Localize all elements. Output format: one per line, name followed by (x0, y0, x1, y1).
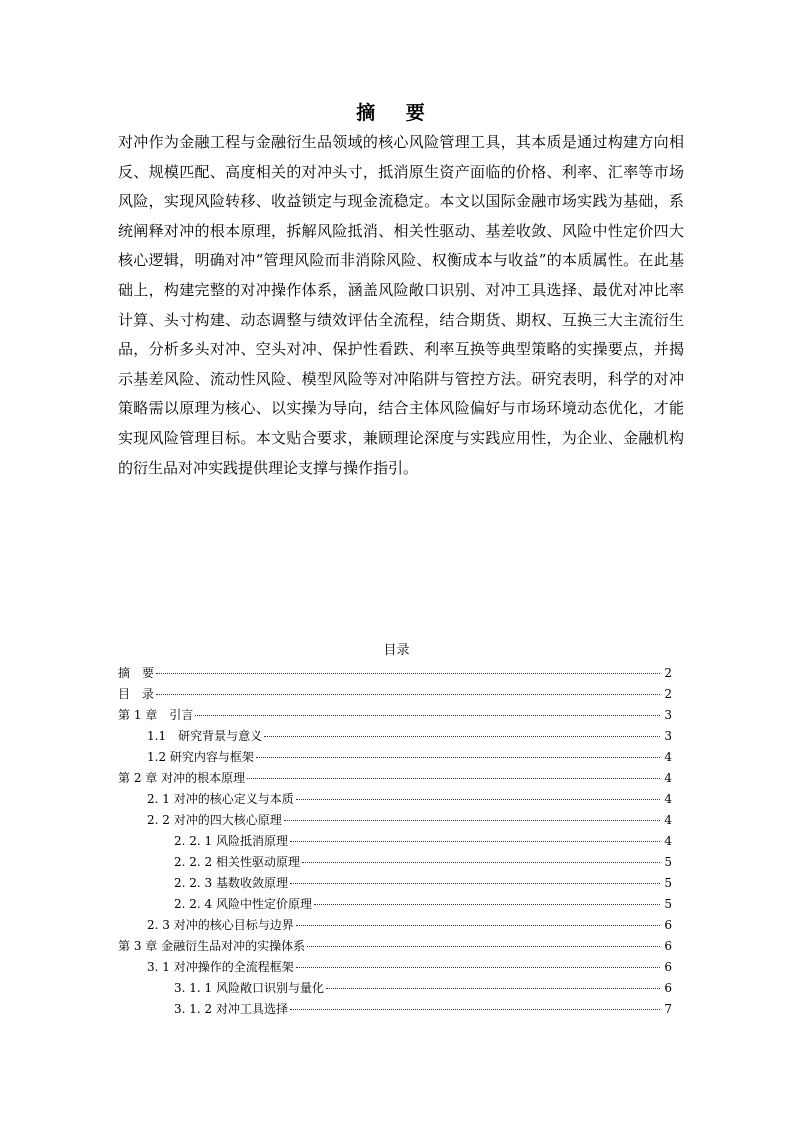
toc-entry[interactable] (118, 726, 672, 747)
toc-dot-leader (314, 904, 660, 905)
toc-entry-label: 3. 1 对冲操作的全流程框架 (147, 960, 294, 974)
toc-entry-label: 目 录 (118, 687, 155, 701)
toc-entry-page-number: 7 (664, 1002, 672, 1016)
toc-entry[interactable] (118, 852, 672, 873)
toc-entry-page-number: 2 (664, 687, 672, 701)
toc-entry[interactable] (118, 957, 672, 978)
toc-entry-label: 2. 3 对冲的核心目标与边界 (147, 918, 294, 932)
toc-entry[interactable] (118, 915, 672, 936)
toc-dot-leader (195, 715, 660, 716)
toc-entry-page-number: 4 (664, 813, 672, 827)
toc-dot-leader (247, 778, 660, 779)
toc-entry[interactable] (118, 789, 672, 810)
toc-dot-leader (156, 673, 660, 674)
toc-entry-label: 2. 2. 2 相关性驱动原理 (174, 855, 300, 869)
table-of-contents (118, 663, 672, 1020)
toc-dot-leader (264, 736, 660, 737)
toc-entry-page-number: 5 (664, 876, 672, 890)
toc-entry[interactable] (118, 894, 672, 915)
toc-entry-page-number: 5 (664, 855, 672, 869)
toc-entry-label: 第 1 章 引言 (118, 708, 194, 722)
toc-entry[interactable] (118, 768, 672, 789)
toc-dot-leader (302, 862, 660, 863)
toc-dot-leader (296, 925, 660, 926)
abstract-title: 摘 要 (356, 102, 437, 124)
toc-entry-page-number: 4 (664, 771, 672, 785)
toc-entry[interactable] (118, 873, 672, 894)
toc-entry[interactable] (118, 663, 672, 684)
toc-entry-label: 2. 2. 1 风险抵消原理 (174, 834, 288, 848)
toc-entry-page-number: 4 (664, 792, 672, 806)
toc-entry-label: 3. 1. 2 对冲工具选择 (174, 1002, 288, 1016)
toc-entry[interactable] (118, 999, 672, 1020)
toc-dot-leader (307, 946, 660, 947)
toc-entry-page-number: 3 (664, 729, 672, 743)
toc-entry-page-number: 3 (664, 708, 672, 722)
toc-entry-page-number: 4 (664, 750, 672, 764)
toc-dot-leader (256, 757, 660, 758)
toc-entry-label: 2. 2. 4 风险中性定价原理 (174, 897, 312, 911)
toc-entry[interactable] (118, 978, 672, 999)
toc-entry-label: 第 2 章 对冲的根本原理 (118, 771, 246, 785)
toc-dot-leader (284, 820, 660, 821)
abstract-body: 对冲作为金融工程与金融衍生品领域的核心风险管理工具，其本质是通过构建方向相反、规模匹配、高度相关的对冲头寸，抵消原生资产面临的价格、利率、汇率等市场风险，实现风险转移、收益锁定与现金流稳定。本文以国际金融市场实践为基础，系统阐释对冲的根本原理，拆解风险抵消、相关性驱动、基差收敛、风险中性定价四大核心逻辑，明确对冲“管理风险而非消除风险、权衡成本与收益”的本质属性。在此基础上，构建完整的对冲操作体系，涵盖风险敞口识别、对冲工具选择、最优对冲比率计算、头寸构建、动态调整与绩效评估全流程，结合期货、期权、互换三大主流衍生品，分析多头对冲、空头对冲、保护性看跌、利率互换等典型策略的实操要点，并揭示基差风险、流动性风险、模型风险等对冲陷阱与管控方法。研究表明，科学的对冲策略需以原理为核心、以实操为导向，结合主体风险偏好与市场环境动态优化，才能实现风险管理目标。本文贴合要求，兼顾理论深度与实践应用性，为企业、金融机构的衍生品对冲实践提供理论支撑与操作指引。 (118, 133, 684, 477)
toc-entry[interactable] (118, 705, 672, 726)
toc-title: 目录 (383, 643, 410, 658)
toc-entry-label: 第 3 章 金融衍生品对冲的实操体系 (118, 939, 306, 953)
toc-entry-page-number: 6 (664, 960, 672, 974)
toc-dot-leader (290, 841, 660, 842)
toc-dot-leader (156, 694, 660, 695)
toc-entry-label: 3. 1. 1 风险敞口识别与量化 (174, 981, 324, 995)
toc-entry-label: 2. 1 对冲的核心定义与本质 (147, 792, 294, 806)
toc-dot-leader (290, 883, 660, 884)
toc-entry-page-number: 2 (664, 666, 672, 680)
toc-entry-label: 1.1 研究背景与意义 (147, 729, 263, 743)
toc-dot-leader (326, 988, 660, 989)
toc-dot-leader (290, 1009, 660, 1010)
toc-entry[interactable] (118, 936, 672, 957)
toc-entry-page-number: 4 (664, 834, 672, 848)
toc-entry[interactable] (118, 747, 672, 768)
toc-entry-label: 2. 2. 3 基数收敛原理 (174, 876, 288, 890)
toc-entry-label: 1.2 研究内容与框架 (147, 750, 254, 764)
toc-entry[interactable] (118, 831, 672, 852)
toc-entry[interactable] (118, 810, 672, 831)
toc-dot-leader (296, 799, 660, 800)
toc-entry-page-number: 6 (664, 939, 672, 953)
toc-entry[interactable] (118, 684, 672, 705)
toc-entry-label: 2. 2 对冲的四大核心原理 (147, 813, 282, 827)
toc-dot-leader (296, 967, 660, 968)
toc-entry-label: 摘 要 (118, 666, 155, 680)
toc-entry-page-number: 6 (664, 918, 672, 932)
toc-entry-page-number: 6 (664, 981, 672, 995)
toc-entry-page-number: 5 (664, 897, 672, 911)
